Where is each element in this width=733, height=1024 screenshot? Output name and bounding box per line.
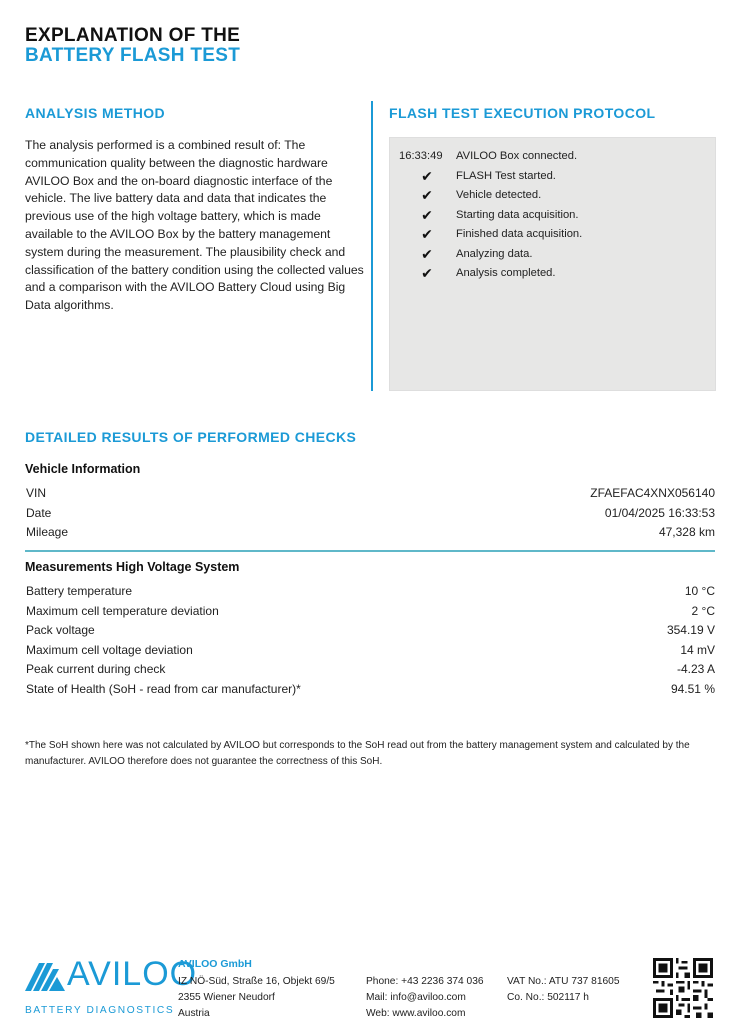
protocol-entry-text: Finished data acquisition. [456,228,583,240]
result-label: Pack voltage [26,623,95,637]
protocol-entry-text: Starting data acquisition. [456,208,579,221]
contact-phone: Phone: +43 2236 374 036 [366,976,484,987]
result-label: State of Health (SoH - read from car manufacturer)* [26,681,301,696]
result-row-vin [26,484,715,502]
protocol-heading: FLASH TEST EXECUTION PROTOCOL [389,105,656,121]
result-row-cell-voltage-deviation [26,641,715,659]
result-label: VIN [26,486,47,500]
result-row-date [26,504,715,522]
protocol-entry-text: Analysis completed. [456,267,556,279]
company-number: Co. No.: 502117 h [507,991,589,1003]
protocol-entry-text: Vehicle detected. [456,189,542,201]
address-line: IZ NÖ-Süd, Straße 16, Objekt 69/5 [178,976,335,987]
vat-number: VAT No.: ATU 737 81605 [507,976,620,987]
section-divider [25,550,715,552]
result-label: Date [26,505,52,520]
page-title-line-1: EXPLANATION OF THE [25,25,241,46]
result-value: 10 °C [684,584,715,598]
company-contact [366,974,484,1021]
analysis-method-heading: ANALYSIS METHOD [25,105,166,121]
company-registry [507,974,620,1006]
result-row-cell-temperature-deviation [26,602,715,620]
protocol-log [389,137,716,391]
result-label: Maximum cell voltage deviation [26,642,193,657]
soh-footnote: *The SoH shown here was not calculated by AVILOO but corresponds to the SoH read out from the battery management system and calculated by the manufacturer. AVILOO therefore does not guarantee the correctness of this SoH. [25,740,690,767]
result-value: 01/04/2025 16:33:53 [604,505,715,520]
protocol-entry-text: AVILOO Box connected. [456,150,578,162]
protocol-entry-text: Analyzing data. [456,247,533,260]
checkmark-icon: ✔ [421,206,433,223]
measurements-heading: Measurements High Voltage System [25,560,240,574]
checkmark-icon: ✔ [421,187,433,203]
result-label: Battery temperature [26,584,133,598]
checkmark-icon: ✔ [421,167,433,184]
vehicle-information-heading: Vehicle Information [25,462,141,476]
result-row-peak-current [26,660,715,678]
aviloo-logo-wordmark: AVILOO [67,955,198,993]
address-line: Austria [178,1007,210,1019]
company-address [178,974,335,1021]
aviloo-logo-icon [25,957,65,991]
result-row-state-of-health [26,680,715,698]
result-value: ZFAEFAC4XNX056140 [590,486,715,500]
contact-mail[interactable]: Mail: info@aviloo.com [366,991,466,1003]
company-name: AVILOO GmbH [178,958,252,970]
detailed-results-heading: DETAILED RESULTS OF PERFORMED CHECKS [25,429,357,445]
result-value: 354.19 V [666,623,715,637]
result-row-pack-voltage [26,621,715,639]
checkmark-icon: ✔ [421,245,433,262]
result-value: 47,328 km [658,525,715,539]
result-value: 2 °C [691,603,715,618]
analysis-method-text: The analysis performed is a combined result of: The communication quality between the diagnostic hardware AVILOO Box and the on-board diagnostic interface of the vehicle. The live battery data and data that indicates the previous use of the high voltage battery, which is made available to the AVILOO Box by the battery management system during the measurement. The plausibility check and classification of the battery condition using the collected values and a comparison with the AVILOO Battery Cloud using Big Data algorithms. [25,138,364,313]
result-label: Mileage [26,525,69,539]
column-divider [371,101,373,391]
result-row-battery-temperature [26,582,715,600]
result-value: 94.51 % [670,681,715,696]
result-value: 14 mV [680,642,715,657]
address-line: 2355 Wiener Neudorf [178,991,275,1003]
protocol-timestamp: 16:33:49 [399,150,443,162]
checkmark-icon: ✔ [421,226,433,242]
protocol-entry-text: FLASH Test started. [456,169,556,182]
result-label: Peak current during check [26,662,166,676]
contact-web[interactable]: Web: www.aviloo.com [366,1007,466,1019]
qr-code-icon[interactable] [653,958,713,1018]
page-title-line-2: BATTERY FLASH TEST [25,45,241,66]
logo-tagline: BATTERY DIAGNOSTICS [25,1005,175,1016]
checkmark-icon: ✔ [421,265,433,281]
result-row-mileage [26,523,715,541]
result-value: -4.23 A [676,662,715,676]
result-label: Maximum cell temperature deviation [26,603,219,618]
